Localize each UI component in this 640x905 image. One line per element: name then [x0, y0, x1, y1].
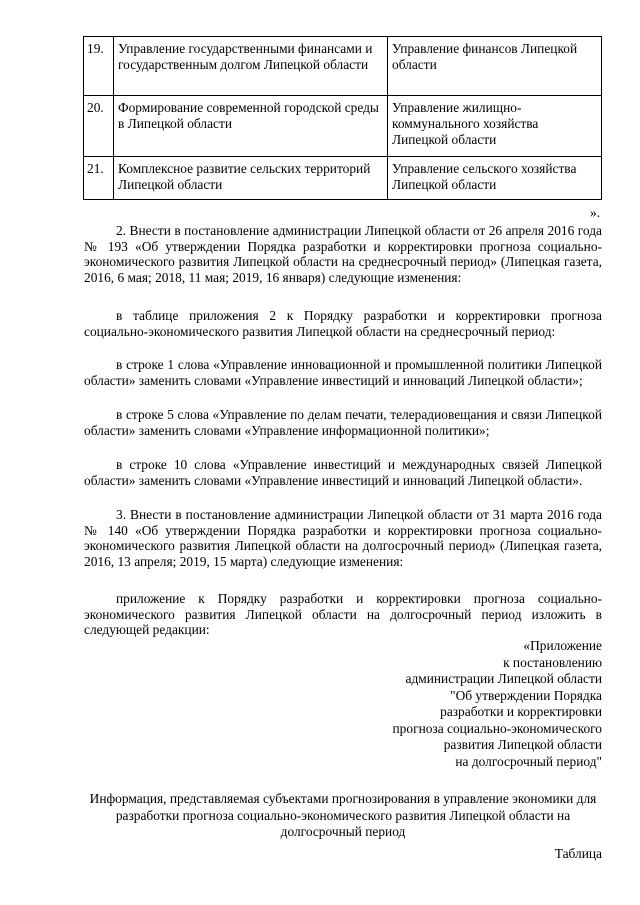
paragraph-row-5: в строке 5 слова «Управление по делам печати, телерадиовещания и связи Липецкой области» заменить словами «Управление информационной политики»; — [84, 407, 602, 438]
appendix-header — [302, 638, 602, 770]
table-label: Таблица — [554, 846, 602, 861]
appendix-line: на долгосрочный период" — [455, 753, 602, 769]
executor-name: Управление жилищно-коммунального хозяйства Липецкой области — [388, 96, 602, 157]
paragraph-table-change: в таблице приложения 2 к Порядку разработки и корректировки прогноза социально-экономического развития Липецкой области на среднесрочный период: — [84, 308, 602, 339]
executor-name: Управление сельского хозяйства Липецкой области — [388, 157, 602, 200]
appendix-line: «Приложение — [523, 638, 602, 653]
table-closing-quote: ». — [590, 205, 601, 220]
appendix-line: "Об утверждении Порядка — [450, 687, 602, 703]
paragraph-item-3: 3. Внести в постановление администрации Липецкой области от 31 марта 2016 года № 140 «Об утверждении Порядка разработки и корректировки прогноза социально-экономического развития Липецкой области на долгосрочный период» (Липецкая газета, 2016, 13 апреля; 2019, 15 марта) следующие изменения: — [84, 507, 602, 569]
row-number: 19. — [84, 37, 114, 96]
appendix-line: администрации Липецкой области — [405, 671, 602, 686]
paragraph-row-10: в строке 10 слова «Управление инвестиций и международных связей Липецкой области» заменить словами «Управление инвестиций и инноваций Липецкой области». — [84, 457, 602, 488]
program-name: Формирование современной городской среды в Липецкой области — [114, 96, 388, 157]
program-name: Комплексное развитие сельских территорий Липецкой области — [114, 157, 388, 200]
row-number: 20. — [84, 96, 114, 157]
program-name: Управление государственными финансами и государственным долгом Липецкой области — [114, 37, 388, 96]
row-number: 21. — [84, 157, 114, 200]
appendix-line: развития Липецкой области — [443, 737, 602, 752]
paragraph-appendix-change: приложение к Порядку разработки и корректировки прогноза социально-экономического развития Липецкой области на долгосрочный период изложить в следующей редакции: — [84, 591, 602, 638]
appendix-line: к постановлению — [503, 654, 602, 670]
table-row — [84, 37, 602, 96]
paragraph-row-1: в строке 1 слова «Управление инновационной и промышленной политики Липецкой области» заменить словами «Управление инвестиций и инноваций Липецкой области»; — [84, 357, 602, 388]
paragraph-item-2: 2. Внести в постановление администрации Липецкой области от 26 апреля 2016 года № 193 «Об утверждении Порядка разработки и корректировки прогноза социально-экономического развития Липецкой области на среднесрочный период» (Липецкая газета, 2016, 6 мая; 2018, 11 мая; 2019, 16 января) следующие изменения: — [84, 223, 602, 285]
appendix-line: разработки и корректировки — [440, 704, 602, 719]
executor-name: Управление финансов Липецкой области — [388, 37, 602, 96]
programs-table — [83, 36, 602, 200]
appendix-line: прогноза социально-экономического — [392, 720, 602, 736]
table-row — [84, 96, 602, 157]
table-row — [84, 157, 602, 200]
info-title: Информация, представляемая субъектами прогнозирования в управление экономики для разработки прогноза социально-экономического развития Липецкой области на долгосрочный период — [89, 791, 597, 839]
